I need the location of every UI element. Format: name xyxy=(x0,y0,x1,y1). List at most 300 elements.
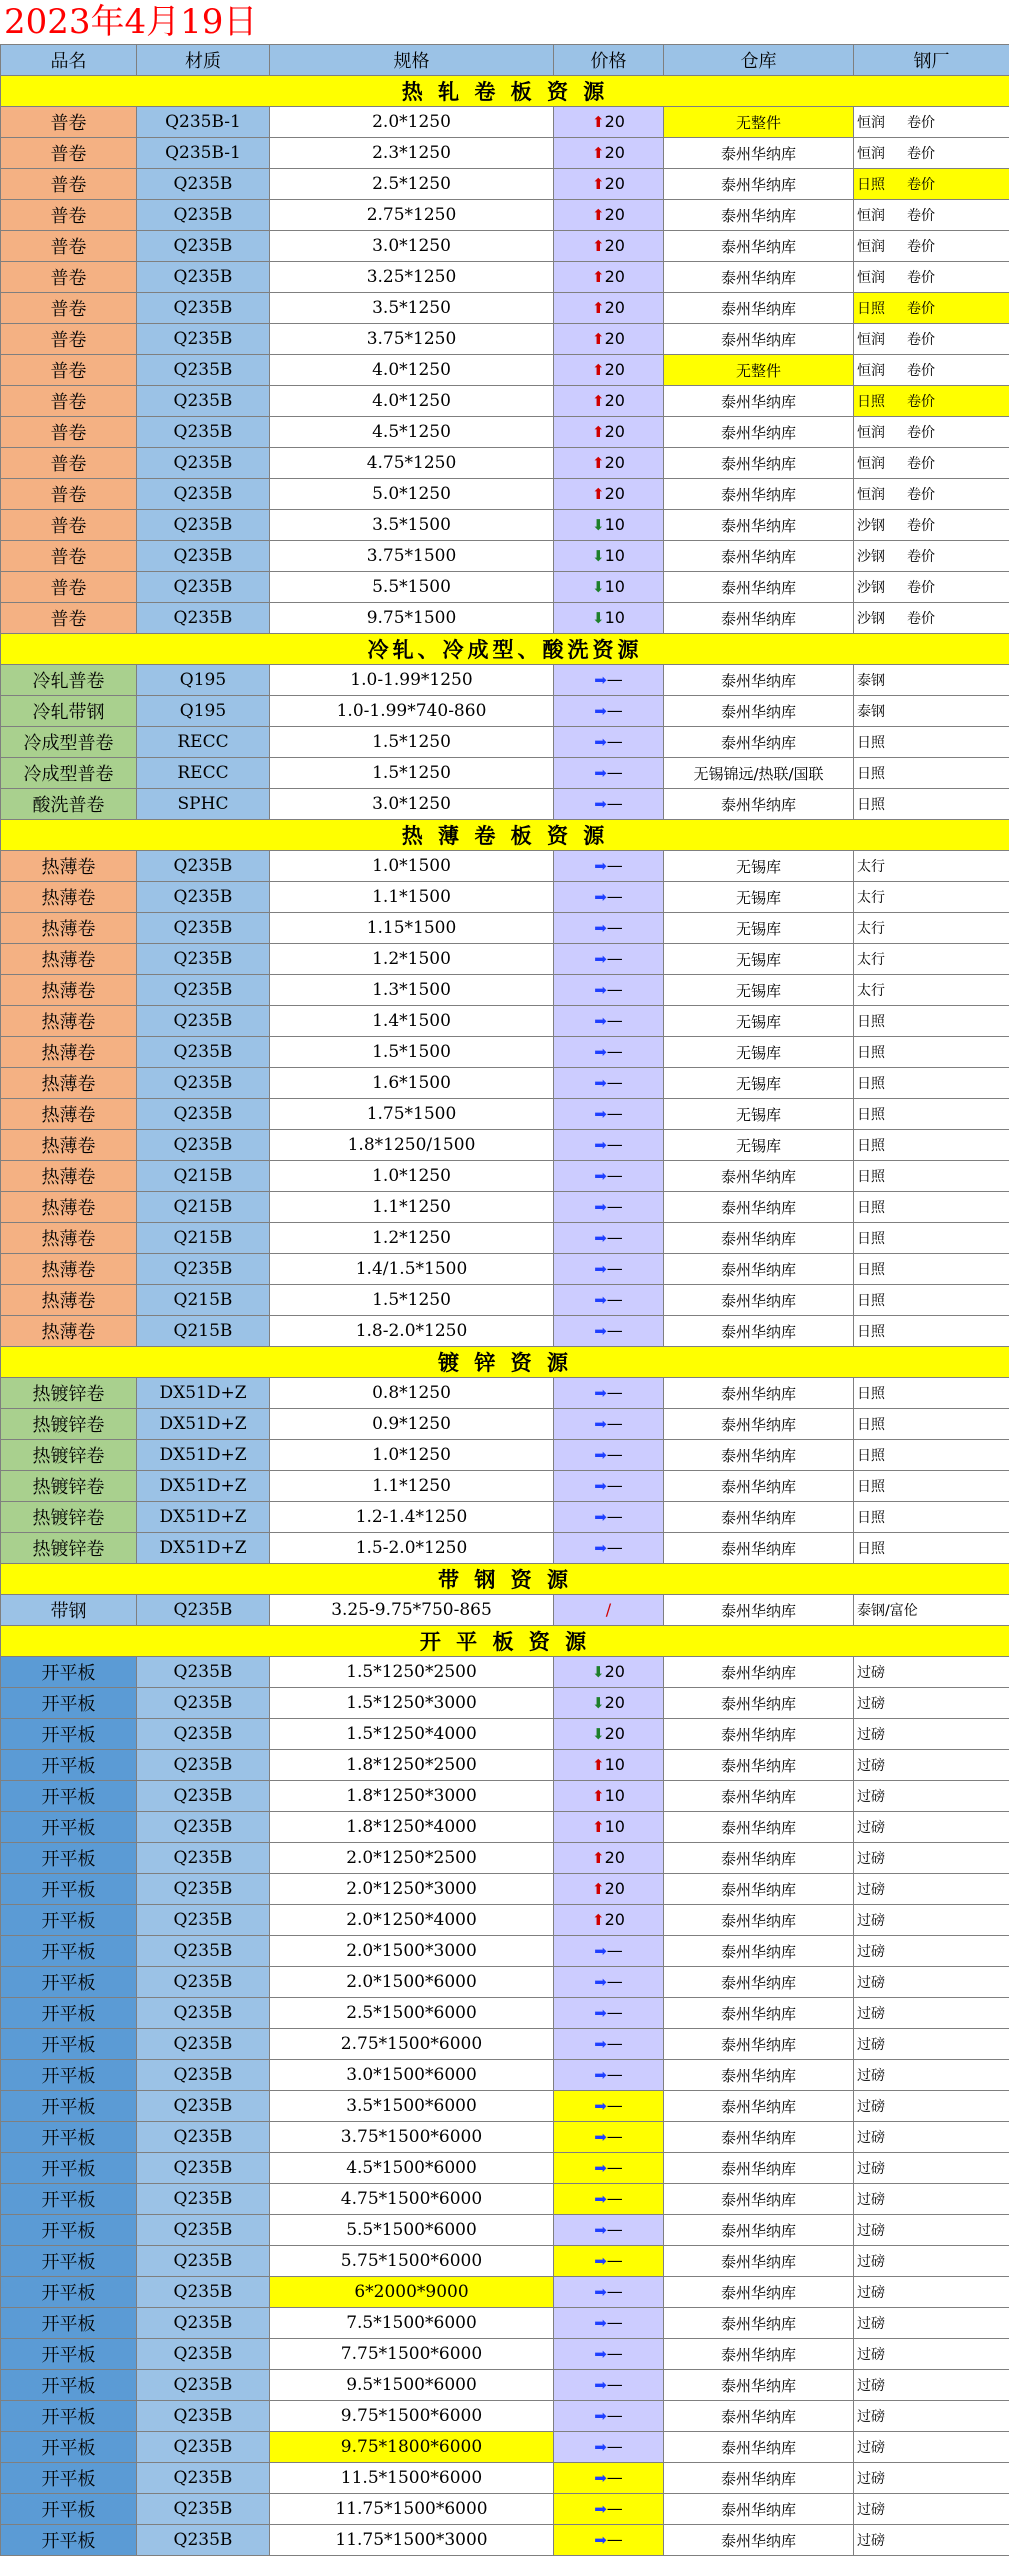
material-cell: Q195 xyxy=(137,665,270,696)
table-row xyxy=(1,1254,1009,1285)
table-row xyxy=(1,2370,1009,2401)
mill-cell xyxy=(854,200,1009,231)
price-flat-icon: ➡ xyxy=(594,1415,607,1433)
price-type-note: 卷价 xyxy=(907,580,935,596)
price-cell xyxy=(554,1161,664,1192)
price-flat-icon: ➡ xyxy=(594,888,607,906)
mill-name: 恒润 xyxy=(857,146,885,162)
table-row xyxy=(1,1285,1009,1316)
mill-cell xyxy=(854,665,1009,696)
table-row xyxy=(1,603,1009,634)
mill-cell xyxy=(854,2091,1009,2122)
product-name-cell: 开平板 xyxy=(1,1905,137,1936)
material-cell: Q215B xyxy=(137,1192,270,1223)
material-cell: SPHC xyxy=(137,789,270,820)
price-value: — xyxy=(606,1259,623,1278)
price-type-note: 卷价 xyxy=(907,239,935,255)
material-cell: Q235B xyxy=(137,1812,270,1843)
product-name-cell: 开平板 xyxy=(1,2246,137,2277)
spec-cell: 2.0*1250*4000 xyxy=(270,1905,554,1936)
warehouse-cell: 泰州华纳库 xyxy=(664,1440,854,1471)
mill-name: 日照 xyxy=(857,1169,885,1185)
mill-name: 过磅 xyxy=(857,1820,885,1836)
price-flat-icon: ➡ xyxy=(594,2128,607,2146)
material-cell: Q235B xyxy=(137,913,270,944)
mill-cell xyxy=(854,355,1009,386)
mill-name: 过磅 xyxy=(857,1665,885,1681)
spec-cell: 1.5-2.0*1250 xyxy=(270,1533,554,1564)
material-cell: Q235B xyxy=(137,1874,270,1905)
spec-cell: 5.75*1500*6000 xyxy=(270,2246,554,2277)
table-row xyxy=(1,975,1009,1006)
warehouse-cell: 泰州华纳库 xyxy=(664,541,854,572)
mill-name: 过磅 xyxy=(857,2006,885,2022)
product-name-cell: 热薄卷 xyxy=(1,1316,137,1347)
mill-cell xyxy=(854,2246,1009,2277)
material-cell: Q235B xyxy=(137,324,270,355)
price-flat-icon: ➡ xyxy=(594,2407,607,2425)
warehouse-cell: 泰州华纳库 xyxy=(664,2184,854,2215)
mill-name: 日照 xyxy=(857,1076,885,1092)
mill-name: 过磅 xyxy=(857,1913,885,1929)
product-name-cell: 开平板 xyxy=(1,1688,137,1719)
mill-name: 泰钢 xyxy=(857,704,885,720)
price-flat-icon: ➡ xyxy=(594,2376,607,2394)
price-value: 20 xyxy=(604,422,625,441)
product-name-cell: 开平板 xyxy=(1,1750,137,1781)
price-cell xyxy=(554,1037,664,1068)
price-value: — xyxy=(606,1383,623,1402)
table-header-row xyxy=(1,45,1009,76)
product-name-cell: 普卷 xyxy=(1,510,137,541)
price-flat-icon: ➡ xyxy=(594,1446,607,1464)
spec-cell: 2.0*1250*3000 xyxy=(270,1874,554,1905)
section-header-row xyxy=(1,634,1009,665)
warehouse-cell: 泰州华纳库 xyxy=(664,1967,854,1998)
mill-cell xyxy=(854,1967,1009,1998)
price-value: — xyxy=(606,701,623,720)
warehouse-cell: 泰州华纳库 xyxy=(664,1719,854,1750)
mill-name: 日照 xyxy=(857,1386,885,1402)
mill-cell xyxy=(854,479,1009,510)
price-flat-icon: ➡ xyxy=(594,1973,607,1991)
spec-cell: 3.5*1500 xyxy=(270,510,554,541)
header-material: 材质 xyxy=(137,45,270,76)
mill-cell xyxy=(854,2153,1009,2184)
price-cell xyxy=(554,231,664,262)
mill-cell xyxy=(854,1595,1009,1626)
product-name-cell: 热薄卷 xyxy=(1,1037,137,1068)
price-value: — xyxy=(606,1445,623,1464)
warehouse-cell: 泰州华纳库 xyxy=(664,2370,854,2401)
price-down-icon: ⬇ xyxy=(592,1694,605,1712)
warehouse-cell: 泰州华纳库 xyxy=(664,665,854,696)
product-name-cell: 开平板 xyxy=(1,1657,137,1688)
mill-cell xyxy=(854,1936,1009,1967)
price-type-note: 卷价 xyxy=(907,208,935,224)
material-cell: Q235B xyxy=(137,2060,270,2091)
mill-name: 日照 xyxy=(857,1107,885,1123)
table-row xyxy=(1,1874,1009,1905)
warehouse-cell: 泰州华纳库 xyxy=(664,1936,854,1967)
price-value: — xyxy=(606,2468,623,2487)
mill-name: 沙钢 xyxy=(857,518,885,534)
mill-name: 过磅 xyxy=(857,1975,885,1991)
price-type-note: 卷价 xyxy=(907,301,935,317)
mill-name: 恒润 xyxy=(857,332,885,348)
price-cell xyxy=(554,2246,664,2277)
warehouse-cell: 无锡库 xyxy=(664,1006,854,1037)
price-value: 20 xyxy=(604,236,625,255)
mill-cell xyxy=(854,1750,1009,1781)
warehouse-cell: 泰州华纳库 xyxy=(664,789,854,820)
mill-name: 日照 xyxy=(857,1448,885,1464)
warehouse-cell: 泰州华纳库 xyxy=(664,2091,854,2122)
spec-cell: 11.75*1500*3000 xyxy=(270,2525,554,2556)
product-name-cell: 普卷 xyxy=(1,541,137,572)
material-cell: Q235B xyxy=(137,975,270,1006)
price-flat-icon: ➡ xyxy=(594,1322,607,1340)
price-value: 20 xyxy=(604,1848,625,1867)
table-row xyxy=(1,1409,1009,1440)
price-type-note: 卷价 xyxy=(907,394,935,410)
mill-cell xyxy=(854,231,1009,262)
section-header-row xyxy=(1,1626,1009,1657)
price-flat-icon: ➡ xyxy=(594,1508,607,1526)
warehouse-cell: 泰州华纳库 xyxy=(664,200,854,231)
price-cell xyxy=(554,1471,664,1502)
warehouse-cell: 无锡库 xyxy=(664,1099,854,1130)
warehouse-cell: 泰州华纳库 xyxy=(664,1812,854,1843)
product-name-cell: 开平板 xyxy=(1,1719,137,1750)
price-up-icon: ⬆ xyxy=(592,485,605,503)
mill-name: 过磅 xyxy=(857,1758,885,1774)
spec-cell: 1.4/1.5*1500 xyxy=(270,1254,554,1285)
product-name-cell: 开平板 xyxy=(1,1874,137,1905)
mill-name: 恒润 xyxy=(857,115,885,131)
material-cell: Q235B xyxy=(137,1843,270,1874)
section-title: 开 平 板 资 源 xyxy=(1,1626,1009,1657)
price-flat-icon: ➡ xyxy=(594,2066,607,2084)
mill-name: 恒润 xyxy=(857,456,885,472)
mill-cell xyxy=(854,1874,1009,1905)
warehouse-cell: 无锡锦远/热联/国联 xyxy=(664,758,854,789)
price-value: — xyxy=(606,2096,623,2115)
spec-cell: 3.5*1250 xyxy=(270,293,554,324)
spec-cell: 1.8*1250/1500 xyxy=(270,1130,554,1161)
mill-cell xyxy=(854,2060,1009,2091)
material-cell: Q235B xyxy=(137,2029,270,2060)
mill-name: 日照 xyxy=(857,1324,885,1340)
price-value: 20 xyxy=(604,453,625,472)
price-value: 20 xyxy=(604,1879,625,1898)
price-up-icon: ⬆ xyxy=(592,175,605,193)
price-cell xyxy=(554,448,664,479)
price-value: — xyxy=(606,763,623,782)
product-name-cell: 普卷 xyxy=(1,448,137,479)
price-cell xyxy=(554,2060,664,2091)
warehouse-cell: 泰州华纳库 xyxy=(664,1254,854,1285)
mill-cell xyxy=(854,386,1009,417)
price-flat-icon: ➡ xyxy=(594,2438,607,2456)
product-name-cell: 带钢 xyxy=(1,1595,137,1626)
spec-cell: 4.5*1250 xyxy=(270,417,554,448)
price-cell xyxy=(554,2091,664,2122)
price-cell xyxy=(554,1378,664,1409)
warehouse-cell: 泰州华纳库 xyxy=(664,2463,854,2494)
mill-cell xyxy=(854,944,1009,975)
price-cell xyxy=(554,2308,664,2339)
mill-cell xyxy=(854,262,1009,293)
material-cell: Q235B xyxy=(137,2525,270,2556)
warehouse-cell: 无锡库 xyxy=(664,851,854,882)
warehouse-cell: 泰州华纳库 xyxy=(664,2029,854,2060)
spec-cell: 1.0*1500 xyxy=(270,851,554,882)
price-cell xyxy=(554,262,664,293)
price-cell xyxy=(554,324,664,355)
table-row xyxy=(1,913,1009,944)
price-cell xyxy=(554,2184,664,2215)
table-row xyxy=(1,479,1009,510)
price-flat-icon: ➡ xyxy=(594,1167,607,1185)
price-value: 20 xyxy=(604,112,625,131)
price-table xyxy=(0,44,1009,2556)
price-value: — xyxy=(606,1507,623,1526)
mill-name: 过磅 xyxy=(857,1727,885,1743)
mill-cell xyxy=(854,1068,1009,1099)
product-name-cell: 冷成型普卷 xyxy=(1,727,137,758)
price-value: — xyxy=(606,1197,623,1216)
material-cell: RECC xyxy=(137,727,270,758)
mill-name: 过磅 xyxy=(857,2409,885,2425)
price-type-note: 卷价 xyxy=(907,549,935,565)
product-name-cell: 热镀锌卷 xyxy=(1,1378,137,1409)
price-value: 20 xyxy=(604,298,625,317)
price-flat-icon: ➡ xyxy=(594,2159,607,2177)
table-row xyxy=(1,200,1009,231)
material-cell: Q235B xyxy=(137,448,270,479)
price-cell xyxy=(554,200,664,231)
table-row xyxy=(1,2308,1009,2339)
price-value: — xyxy=(606,2034,623,2053)
product-name-cell: 热薄卷 xyxy=(1,1006,137,1037)
table-row xyxy=(1,1316,1009,1347)
price-cell xyxy=(554,1006,664,1037)
mill-name: 过磅 xyxy=(857,1944,885,1960)
spec-cell: 2.0*1500*3000 xyxy=(270,1936,554,1967)
price-cell xyxy=(554,1099,664,1130)
price-cell xyxy=(554,1316,664,1347)
spec-cell: 4.5*1500*6000 xyxy=(270,2153,554,2184)
spec-cell: 3.25*1250 xyxy=(270,262,554,293)
material-cell: Q235B xyxy=(137,262,270,293)
price-cell xyxy=(554,665,664,696)
material-cell: Q235B xyxy=(137,882,270,913)
table-row xyxy=(1,2215,1009,2246)
mill-name: 太行 xyxy=(857,859,885,875)
section-header-row xyxy=(1,820,1009,851)
mill-cell xyxy=(854,1161,1009,1192)
price-flat-icon: ➡ xyxy=(594,1074,607,1092)
material-cell: Q235B xyxy=(137,1130,270,1161)
spec-cell: 1.0*1250 xyxy=(270,1161,554,1192)
product-name-cell: 普卷 xyxy=(1,355,137,386)
mill-cell xyxy=(854,2494,1009,2525)
price-value: — xyxy=(606,856,623,875)
price-cell xyxy=(554,727,664,758)
price-value: 10 xyxy=(604,608,625,627)
material-cell: Q235B xyxy=(137,2463,270,2494)
product-name-cell: 开平板 xyxy=(1,2153,137,2184)
warehouse-cell: 泰州华纳库 xyxy=(664,448,854,479)
warehouse-cell: 无锡库 xyxy=(664,882,854,913)
mill-name: 过磅 xyxy=(857,2068,885,2084)
warehouse-cell: 泰州华纳库 xyxy=(664,2494,854,2525)
mill-cell xyxy=(854,2432,1009,2463)
warehouse-cell: 泰州华纳库 xyxy=(664,231,854,262)
table-row xyxy=(1,2525,1009,2556)
price-value: — xyxy=(606,2499,623,2518)
mill-name: 过磅 xyxy=(857,2130,885,2146)
spec-cell: 1.2-1.4*1250 xyxy=(270,1502,554,1533)
price-flat-icon: ➡ xyxy=(594,2097,607,2115)
price-cell xyxy=(554,1409,664,1440)
spec-cell: 1.8*1250*4000 xyxy=(270,1812,554,1843)
material-cell: Q235B xyxy=(137,2370,270,2401)
section-title: 冷轧、冷成型、酸洗资源 xyxy=(1,634,1009,665)
price-value: — xyxy=(606,2065,623,2084)
spec-cell: 9.75*1500 xyxy=(270,603,554,634)
price-cell xyxy=(554,789,664,820)
table-row xyxy=(1,1130,1009,1161)
mill-name: 日照 xyxy=(857,797,885,813)
table-row xyxy=(1,727,1009,758)
price-cell xyxy=(554,882,664,913)
price-type-note: 卷价 xyxy=(907,270,935,286)
price-cell xyxy=(554,1905,664,1936)
product-name-cell: 热薄卷 xyxy=(1,1285,137,1316)
mill-cell xyxy=(854,448,1009,479)
material-cell: Q235B xyxy=(137,572,270,603)
spec-cell: 1.0-1.99*1250 xyxy=(270,665,554,696)
mill-name: 恒润 xyxy=(857,487,885,503)
table-row xyxy=(1,2277,1009,2308)
price-cell xyxy=(554,355,664,386)
price-value: / xyxy=(605,1600,612,1619)
spec-cell: 11.75*1500*6000 xyxy=(270,2494,554,2525)
price-value: — xyxy=(606,2189,623,2208)
table-row xyxy=(1,1595,1009,1626)
material-cell: Q235B xyxy=(137,2246,270,2277)
warehouse-cell: 泰州华纳库 xyxy=(664,1533,854,1564)
warehouse-cell: 泰州华纳库 xyxy=(664,603,854,634)
table-row xyxy=(1,448,1009,479)
mill-name: 太行 xyxy=(857,983,885,999)
table-row xyxy=(1,758,1009,789)
spec-cell: 2.5*1500*6000 xyxy=(270,1998,554,2029)
warehouse-cell: 泰州华纳库 xyxy=(664,572,854,603)
warehouse-cell: 泰州华纳库 xyxy=(664,386,854,417)
price-value: 20 xyxy=(604,1724,625,1743)
mill-name: 过磅 xyxy=(857,1789,885,1805)
material-cell: Q235B xyxy=(137,1037,270,1068)
price-cell xyxy=(554,386,664,417)
price-value: — xyxy=(606,2406,623,2425)
material-cell: Q235B xyxy=(137,1719,270,1750)
product-name-cell: 热薄卷 xyxy=(1,913,137,944)
spec-cell: 2.75*1250 xyxy=(270,200,554,231)
price-flat-icon: ➡ xyxy=(594,671,607,689)
table-row xyxy=(1,2463,1009,2494)
mill-cell xyxy=(854,2215,1009,2246)
spec-cell: 1.8-2.0*1250 xyxy=(270,1316,554,1347)
warehouse-cell: 无整件 xyxy=(664,107,854,138)
mill-name: 日照 xyxy=(857,735,885,751)
product-name-cell: 开平板 xyxy=(1,1967,137,1998)
material-cell: Q195 xyxy=(137,696,270,727)
price-cell xyxy=(554,1192,664,1223)
mill-cell xyxy=(854,2122,1009,2153)
material-cell: Q215B xyxy=(137,1285,270,1316)
price-flat-icon: ➡ xyxy=(594,2252,607,2270)
price-cell xyxy=(554,2370,664,2401)
mill-name: 日照 xyxy=(857,1417,885,1433)
product-name-cell: 开平板 xyxy=(1,2525,137,2556)
mill-name: 日照 xyxy=(857,1045,885,1061)
material-cell: Q235B xyxy=(137,2308,270,2339)
product-name-cell: 开平板 xyxy=(1,2277,137,2308)
mill-name: 日照 xyxy=(857,1014,885,1030)
price-value: — xyxy=(606,2437,623,2456)
price-value: 20 xyxy=(604,205,625,224)
price-value: 20 xyxy=(604,1910,625,1929)
price-value: 20 xyxy=(604,360,625,379)
table-row xyxy=(1,2494,1009,2525)
product-name-cell: 开平板 xyxy=(1,2370,137,2401)
table-row xyxy=(1,572,1009,603)
mill-cell xyxy=(854,572,1009,603)
material-cell: Q235B xyxy=(137,2432,270,2463)
product-name-cell: 热薄卷 xyxy=(1,975,137,1006)
product-name-cell: 开平板 xyxy=(1,2060,137,2091)
mill-name: 过磅 xyxy=(857,1882,885,1898)
warehouse-cell: 泰州华纳库 xyxy=(664,1502,854,1533)
price-cell xyxy=(554,417,664,448)
material-cell: Q235B xyxy=(137,2122,270,2153)
price-cell xyxy=(554,603,664,634)
spec-cell: 9.75*1500*6000 xyxy=(270,2401,554,2432)
price-cell xyxy=(554,2029,664,2060)
mill-cell xyxy=(854,1409,1009,1440)
price-flat-icon: ➡ xyxy=(594,1043,607,1061)
product-name-cell: 普卷 xyxy=(1,572,137,603)
spec-cell: 1.1*1250 xyxy=(270,1471,554,1502)
product-name-cell: 开平板 xyxy=(1,2432,137,2463)
mill-name: 过磅 xyxy=(857,1851,885,1867)
table-row xyxy=(1,2091,1009,2122)
price-flat-icon: ➡ xyxy=(594,2531,607,2549)
header-warehouse: 仓库 xyxy=(664,45,854,76)
price-flat-icon: ➡ xyxy=(594,1291,607,1309)
warehouse-cell: 泰州华纳库 xyxy=(664,169,854,200)
material-cell: Q235B xyxy=(137,386,270,417)
mill-name: 恒润 xyxy=(857,425,885,441)
mill-cell xyxy=(854,107,1009,138)
product-name-cell: 热薄卷 xyxy=(1,1068,137,1099)
material-cell: Q235B xyxy=(137,2339,270,2370)
warehouse-cell: 泰州华纳库 xyxy=(664,2122,854,2153)
price-cell xyxy=(554,479,664,510)
